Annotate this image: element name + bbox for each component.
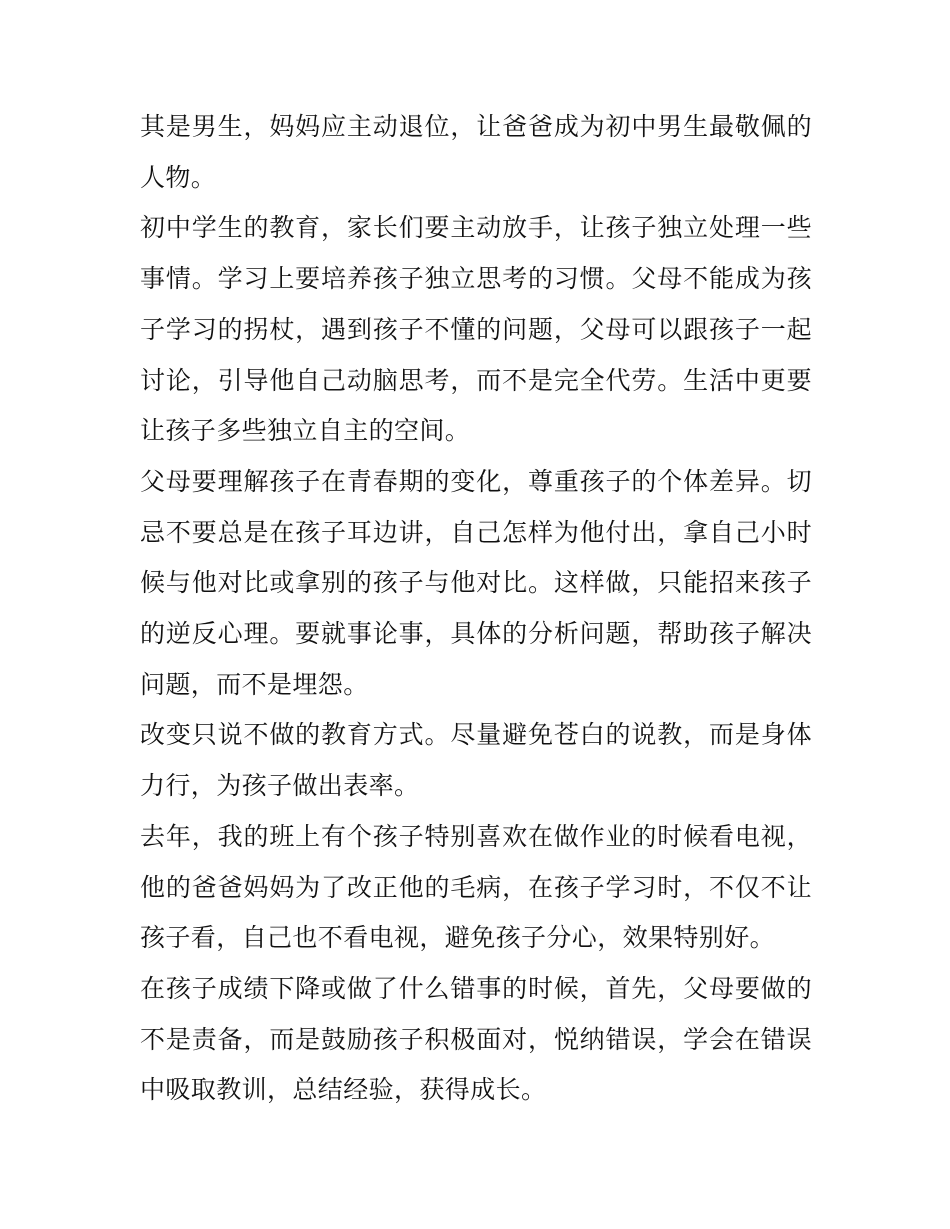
paragraph-3: 父母要理解孩子在青春期的变化，尊重孩子的个体差异。切忌不要总是在孩子耳边讲，自己怎样为他付出，拿自己小时候与他对比或拿别的孩子与他对比。这样做，只能招来孩子的逆反心理。要就事论事，具体的分析问题，帮助孩子解决问题，而不是埋怨。 — [140, 466, 812, 699]
paragraph-1: 其是男生，妈妈应主动退位，让爸爸成为初中男生最敬佩的人物。 — [140, 112, 812, 192]
paragraph-2: 初中学生的教育，家长们要主动放手，让孩子独立处理一些事情。学习上要培养孩子独立思考的习惯。父母不能成为孩子学习的拐杖，遇到孩子不懂的问题，父母可以跟孩子一起讨论，引导他自己动脑思考，而不是完全代劳。生活中更要让孩子多些独立自主的空间。 — [140, 213, 812, 446]
paragraph-6: 在孩子成绩下降或做了什么错事的时候，首先，父母要做的不是责备，而是鼓励孩子积极面对，悦纳错误，学会在错误中吸取教训，总结经验，获得成长。 — [140, 973, 812, 1105]
paragraph-5: 去年，我的班上有个孩子特别喜欢在做作业的时候看电视，他的爸爸妈妈为了改正他的毛病，在孩子学习时，不仅不让孩子看，自己也不看电视，避免孩子分心，效果特别好。 — [140, 821, 812, 953]
paragraph-4: 改变只说不做的教育方式。尽量避免苍白的说教，而是身体力行，为孩子做出表率。 — [140, 720, 812, 801]
document-body — [140, 102, 812, 1116]
